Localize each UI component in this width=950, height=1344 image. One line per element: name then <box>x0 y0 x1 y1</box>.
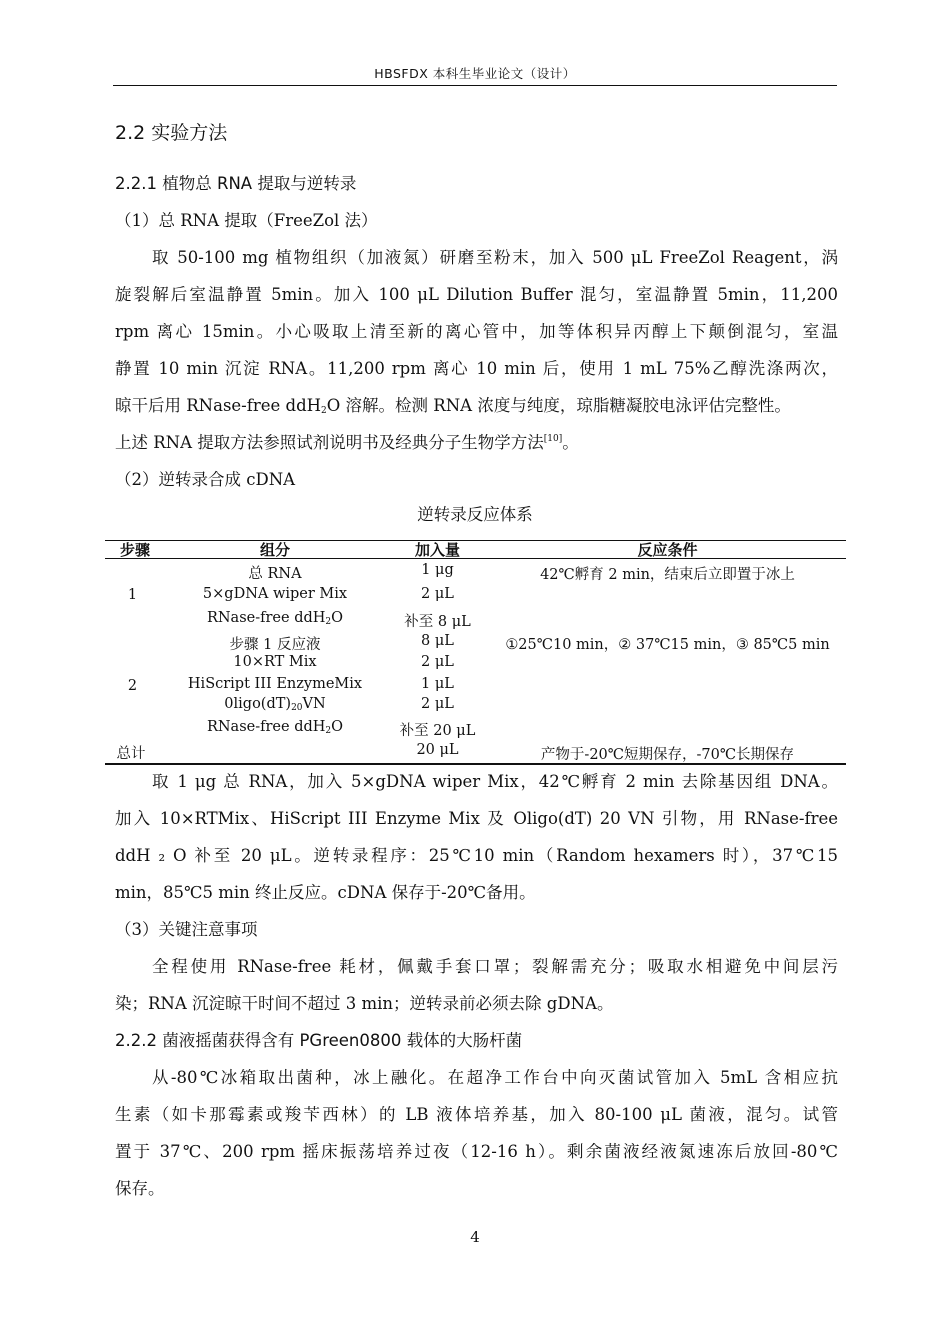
paragraph-line: 静置 10 min 沉淀 RNA。11,200 rpm 离心 10 min 后，使用 1 mL 75%乙醇洗涤两次， <box>115 359 838 378</box>
paragraph-line: 置于 37℃、200 rpm 摇床振荡培养过夜（12-16 h）。剩余菌液经液氮速冻后放回-80℃ <box>115 1142 838 1161</box>
running-header: HBSFDX 本科生毕业论文（设计） <box>374 66 576 81</box>
text-segment: O <box>331 610 344 626</box>
paragraph-line: 取 1 μg 总 RNA，加入 5×gDNA wiper Mix，42℃孵育 2 min 去除基因组 DNA。 <box>152 772 838 791</box>
text-segment: 0ligo(dT) <box>224 696 292 712</box>
text-segment: O 溶解。检测 RNA 浓度与纯度，琼脂糖凝胶电泳评估完整性。 <box>326 396 791 415</box>
paragraph-line: ddH ₂ O 补至 20 μL。逆转录程序：25℃10 min（Random hexamers 时），37℃15 <box>115 846 838 865</box>
table-cell-amount: 1 μg <box>421 562 454 578</box>
table-cell-condition: 产物于-20℃短期保存，-70℃长期保存 <box>540 747 795 763</box>
subscript: 20 <box>291 703 303 713</box>
text-segment: 。 <box>562 433 579 452</box>
section-heading: 2.2 实验方法 <box>115 122 228 144</box>
text-segment: VN <box>302 696 326 712</box>
paragraph-line: 加入 10×RTMix、HiScript III Enzyme Mix 及 Oligo(dT) 20 VN 引物，用 RNase-free <box>115 809 838 828</box>
paragraph-line: min，85℃5 min 终止反应。cDNA 保存于-20℃备用。 <box>115 883 536 902</box>
table-cell-step: 2 <box>127 678 138 694</box>
paragraph-line: 旋裂解后室温静置 5min。加入 100 μL Dilution Buffer 混匀，室温静置 5min，11,200 <box>115 285 838 304</box>
paragraph-line <box>115 392 791 416</box>
text-segment: RNase-free ddH <box>206 610 326 626</box>
table-header-component: 组分 <box>259 541 290 559</box>
paragraph-line: 保存。 <box>115 1179 165 1198</box>
table-cell-component: 总 RNA <box>248 566 302 582</box>
table-header-step: 步骤 <box>119 541 150 559</box>
item-label-rna-extraction: （1）总 RNA 提取（FreeZol 法） <box>115 211 378 230</box>
subscript: 2 <box>321 406 327 416</box>
table-cell-component: HiScript III EnzymeMix <box>187 676 363 692</box>
table-cell-amount: 8 μL <box>421 633 454 649</box>
table-cell-component: 5×gDNA wiper Mix <box>202 586 348 602</box>
table-cell-component: 10×RT Mix <box>233 654 317 670</box>
table-header-condition: 反应条件 <box>637 541 698 559</box>
text-segment: 晾干后用 RNase-free ddH <box>115 396 322 415</box>
table-cell-amount: 20 μL <box>416 742 459 758</box>
text-segment: O <box>331 719 344 735</box>
table-cell-component: 步骤 1 反应液 <box>229 637 321 653</box>
table-cell-component <box>170 719 380 736</box>
table-cell-amount: 2 μL <box>421 696 454 712</box>
paragraph-line: 染；RNA 沉淀晾干时间不超过 3 min；逆转录前必须去除 gDNA。 <box>115 994 614 1013</box>
header-rule <box>113 85 837 86</box>
subscript: 2 <box>325 617 332 627</box>
subsection-heading-2-2-2: 2.2.2 菌液摇菌获得含有 PGreen0800 载体的大肠杆菌 <box>115 1031 523 1050</box>
table-cell-condition: 42℃孵育 2 min，结束后立即置于冰上 <box>540 567 795 583</box>
table-cell-step: 1 <box>127 587 138 603</box>
table-header-amount: 加入量 <box>414 541 460 559</box>
paragraph-line: rpm 离心 15min。小心吸取上清至新的离心管中，加等体积异丙醇上下颠倒混匀，室温 <box>115 322 838 341</box>
paragraph-line: 生素（如卡那霉素或羧苄西林）的 LB 液体培养基，加入 80-100 μL 菌液，混匀。试管 <box>115 1105 838 1124</box>
paragraph-line: 取 50-100 mg 植物组织（加液氮）研磨至粉末，加入 500 μL FreeZol Reagent，涡 <box>152 248 838 267</box>
item-label-reverse-transcription: （2）逆转录合成 cDNA <box>115 470 296 489</box>
text-segment: RNase-free ddH <box>206 719 326 735</box>
citation-ref: [10] <box>543 434 563 444</box>
table-cell-amount: 补至 20 μL <box>399 723 476 739</box>
table-bottom-rule <box>105 763 846 765</box>
text-segment: 上述 RNA 提取方法参照试剂说明书及经典分子生物学方法 <box>115 433 544 452</box>
paragraph-line: 全程使用 RNase-free 耗材，佩戴手套口罩；裂解需充分；吸取水相避免中间层污 <box>152 957 838 976</box>
table-cell-amount: 2 μL <box>421 654 454 670</box>
table-header-rule <box>105 558 846 559</box>
table-caption: 逆转录反应体系 <box>417 505 533 524</box>
table-cell-component <box>170 610 380 627</box>
item-label-notes: （3）关键注意事项 <box>115 920 258 939</box>
paragraph-line <box>115 429 579 453</box>
subscript: 2 <box>325 726 332 736</box>
table-cell-condition: ①25℃10 min，② 37℃15 min，③ 85℃5 min <box>505 637 830 653</box>
paragraph-line: 从-80℃冰箱取出菌种，冰上融化。在超净工作台中向灭菌试管加入 5mL 含相应抗 <box>152 1068 838 1087</box>
subsection-heading-2-2-1: 2.2.1 植物总 RNA 提取与逆转录 <box>115 174 357 193</box>
table-cell-component <box>170 696 380 713</box>
table-cell-step: 总计 <box>116 746 146 762</box>
table-cell-amount: 1 μL <box>421 676 454 692</box>
table-cell-amount: 2 μL <box>421 586 454 602</box>
table-cell-amount: 补至 8 μL <box>404 614 471 630</box>
page-number: 4 <box>470 1228 480 1246</box>
